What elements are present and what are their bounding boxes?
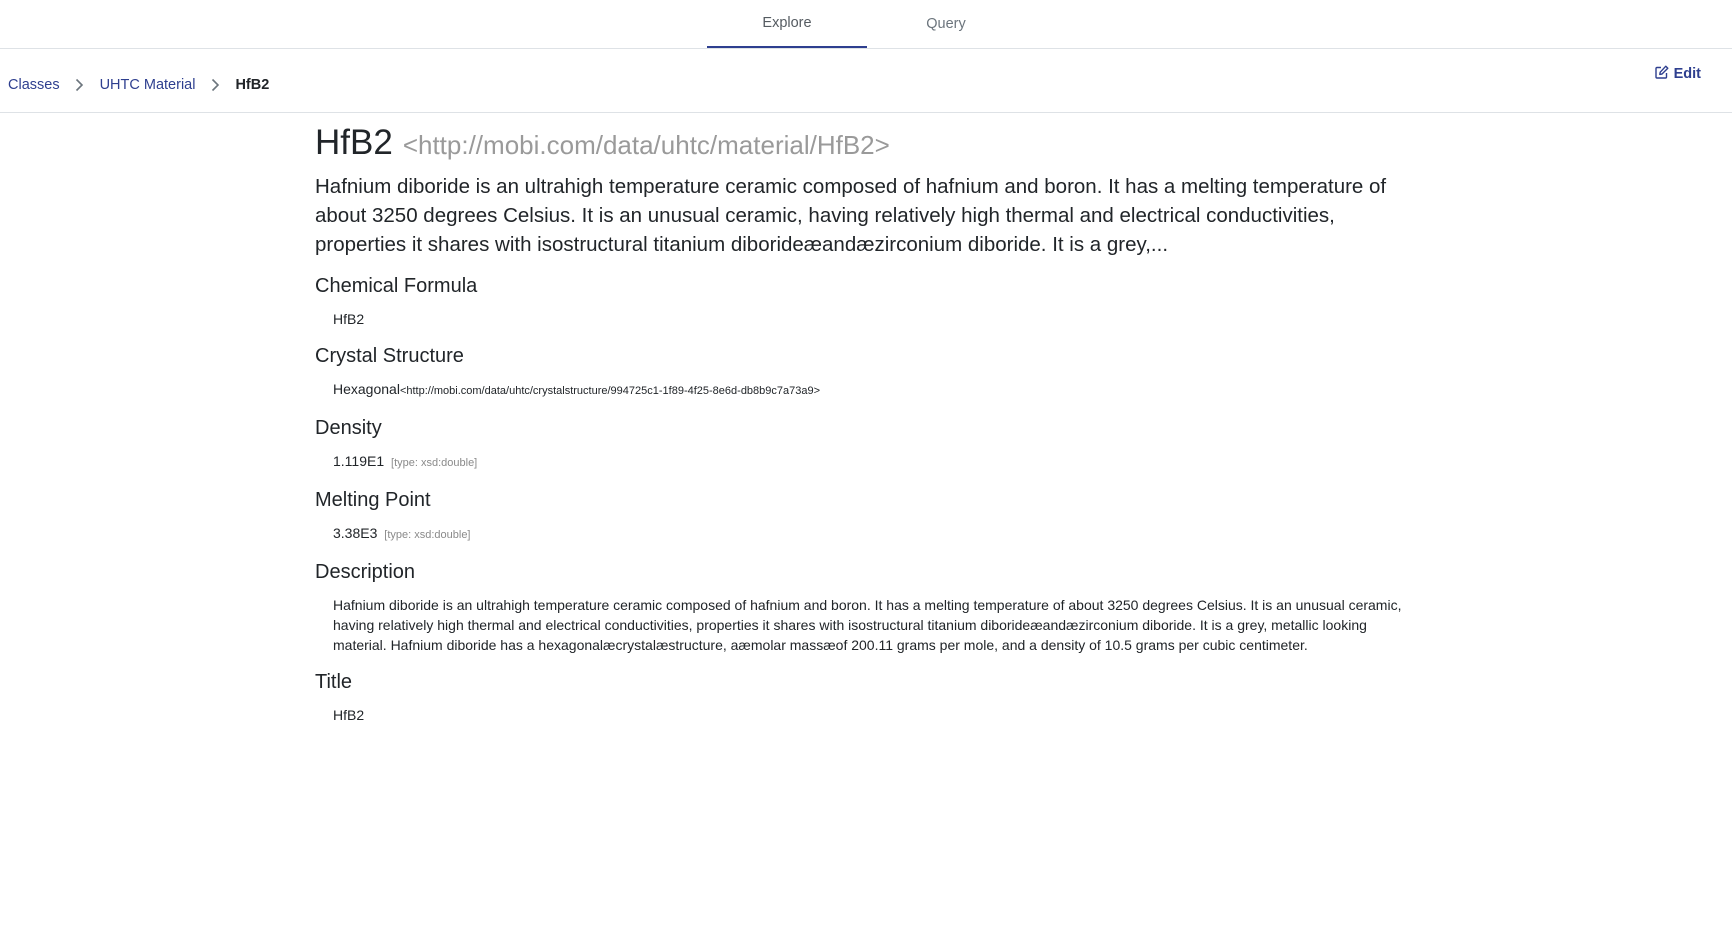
edit-button[interactable]: [1655, 65, 1701, 83]
property-crystal-structure: [315, 342, 1415, 401]
property-description: [315, 558, 1415, 655]
entity-title: HfB2: [315, 123, 393, 162]
entity-header: [315, 123, 1415, 163]
tab-query[interactable]: Query: [926, 16, 966, 32]
chevron-right-icon: [60, 77, 100, 93]
property-value-iri: <http://mobi.com/data/uhtc/crystalstructure/994725c1-1f89-4f25-8e6d-db8b9c7a73a9>: [399, 385, 821, 397]
property-value: HfB2: [333, 707, 365, 723]
property-value: [333, 523, 1415, 545]
breadcrumb-uhtc-material[interactable]: UHTC Material: [99, 77, 196, 93]
entity-detail: [315, 123, 1415, 725]
property-name: Chemical Formula: [315, 275, 478, 297]
datatype-tag: [type: xsd:double]: [384, 529, 471, 541]
breadcrumb-current: HfB2: [235, 77, 270, 93]
property-value: HfB2: [333, 311, 365, 327]
property-name: Melting Point: [315, 489, 431, 511]
breadcrumb-classes[interactable]: Classes: [8, 77, 60, 93]
entity-summary: Hafnium diboride is an ultrahigh temperature ceramic composed of hafnium and boron. It has a melting temperature of about 3250 degrees Celsius. It is an unusual ceramic, having relatively high thermal and electrical conductivities, properties it shares with isostructural titanium diborideæandæzirconium diboride. It is a grey,...: [315, 175, 1387, 256]
property-value: Hafnium diboride is an ultrahigh temperature ceramic composed of hafnium and boron. It has a melting temperature of about 3250 degrees Celsius. It is an unusual ceramic, having relatively high thermal and electrical conductivities, properties it shares with isostructural titanium diborideæandæzirconium diboride. It is a grey, metallic looking material. Hafnium diboride has a hexagonalæcrystalæstructure, aæmolar massæof 200.11 grams per mole, and a density of 10.5 grams per cubic centimeter.: [333, 597, 1402, 653]
entity-iri: <http://mobi.com/data/uhtc/material/HfB2>: [402, 130, 890, 160]
edit-label: Edit: [1673, 66, 1701, 82]
breadcrumb: [8, 77, 269, 93]
property-value-literal: 3.38E3: [333, 525, 378, 541]
tab-explore[interactable]: Explore: [707, 0, 867, 48]
top-nav: [0, 0, 1732, 49]
property-density: [315, 414, 1415, 473]
chevron-right-icon: [195, 77, 235, 93]
property-title: [315, 668, 1415, 725]
datatype-tag: [type: xsd:double]: [391, 457, 478, 469]
property-value-literal: 1.119E1: [333, 453, 385, 469]
property-chemical-formula: [315, 272, 1415, 329]
edit-icon: [1655, 65, 1669, 83]
property-value: [333, 379, 1415, 401]
property-value-label[interactable]: Hexagonal: [333, 381, 400, 397]
property-name: Crystal Structure: [315, 345, 464, 367]
property-melting-point: [315, 486, 1415, 545]
property-name: Description: [315, 561, 416, 583]
property-value: [333, 451, 1415, 473]
property-name: Title: [315, 671, 353, 693]
breadcrumb-bar: [0, 49, 1732, 113]
property-name: Density: [315, 417, 382, 439]
